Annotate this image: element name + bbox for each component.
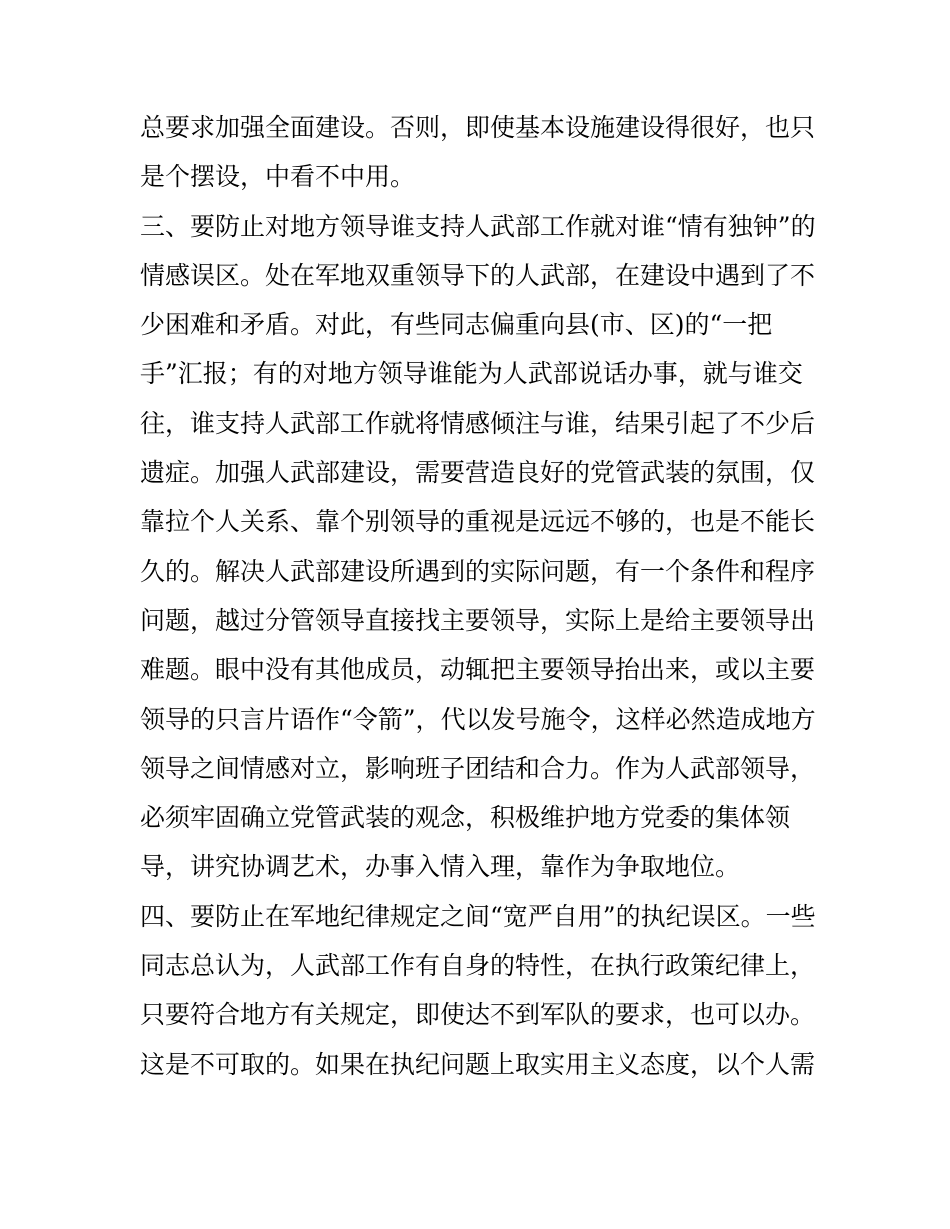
text-line: 久的。解决人武部建设所遇到的实际问题，有一个条件和程序: [140, 556, 816, 586]
text-line: 这是不可取的。如果在执纪问题上取实用主义态度，以个人需: [140, 1049, 816, 1079]
text-line: 领导之间情感对立，影响班子团结和合力。作为人武部领导，: [140, 753, 816, 783]
text-line: 靠拉个人关系、靠个别领导的重视是远远不够的，也是不能长: [140, 507, 816, 537]
text-line: 情感误区。处在军地双重领导下的人武部，在建设中遇到了不: [140, 260, 816, 290]
text-line: 往，谁支持人武部工作就将情感倾注与谁，结果引起了不少后: [140, 408, 816, 438]
text-line: 四、要防止在军地纪律规定之间“宽严自用”的执纪误区。一些: [140, 901, 816, 931]
text-line: 总要求加强全面建设。否则，即使基本设施建设得很好，也只: [140, 113, 816, 142]
text-line: 只要符合地方有关规定，即使达不到军队的要求，也可以办。: [140, 1000, 816, 1030]
text-line: 同志总认为，人武部工作有自身的特性，在执行政策纪律上，: [140, 951, 816, 981]
document-body: [140, 103, 820, 1089]
text-line: 难题。眼中没有其他成员，动辄把主要领导抬出来，或以主要: [140, 655, 816, 685]
text-line: 三、要防止对地方领导谁支持人武部工作就对谁“情有独钟”的: [140, 211, 816, 241]
text-line: 遗症。加强人武部建设，需要营造良好的党管武装的氛围，仅: [140, 458, 816, 488]
text-line: 少困难和矛盾。对此，有些同志偏重向县(市、区)的“一把: [140, 310, 773, 340]
text-line: 领导的只言片语作“令箭”，代以发号施令，这样必然造成地方: [140, 704, 816, 734]
text-line: 问题，越过分管领导直接找主要领导，实际上是给主要领导出: [140, 605, 816, 635]
text-line: 手”汇报；有的对地方领导谁能为人武部说话办事，就与谁交: [140, 359, 803, 389]
text-line: 是个摆设，中看不中用。: [140, 162, 416, 192]
text-line: 必须牢固确立党管武装的观念，积极维护地方党委的集体领: [140, 803, 791, 833]
text-line: 导，讲究协调艺术，办事入情入理，靠作为争取地位。: [140, 852, 741, 882]
